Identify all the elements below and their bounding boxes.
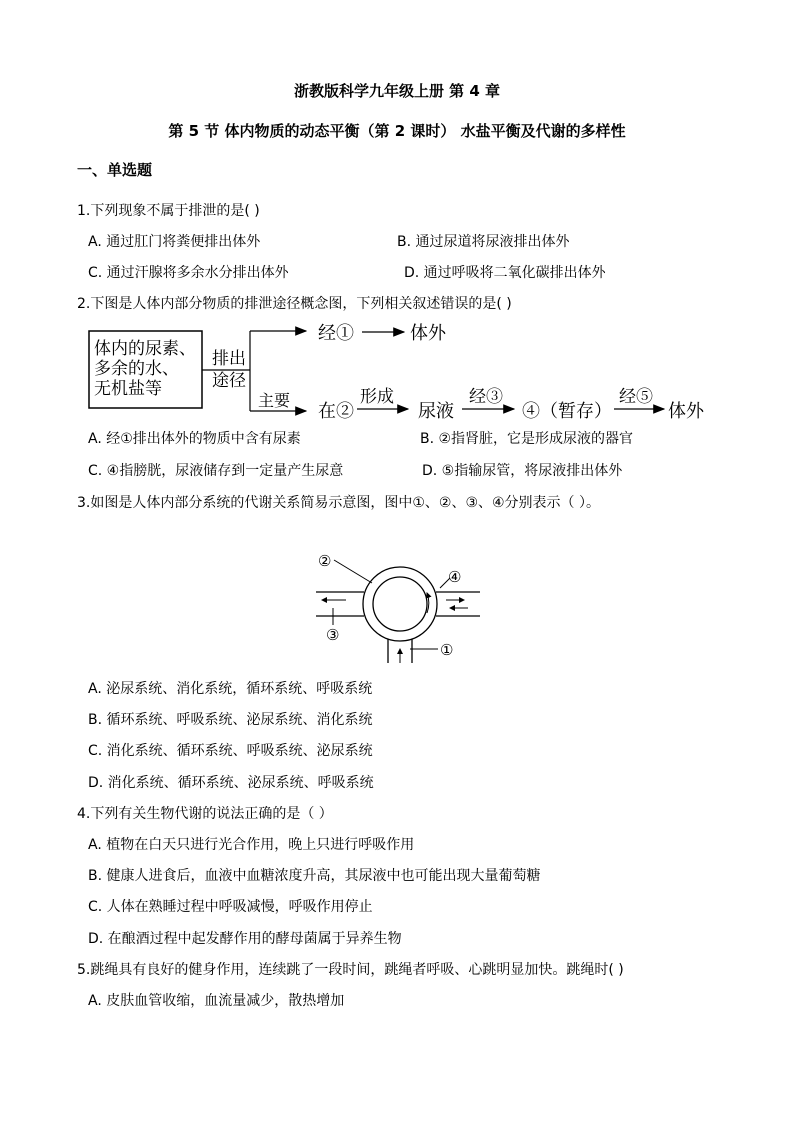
- excretion-concept-diagram: [0, 318, 794, 426]
- store-4-label: ④（暂存）: [522, 401, 612, 422]
- q2-option-d[interactable]: D. ⑤指输尿管，将尿液排出体外: [422, 463, 623, 479]
- urine-label: 尿液: [418, 401, 454, 422]
- q3-option-b[interactable]: B. 循环系统、呼吸系统、泌尿系统、消化系统: [88, 712, 373, 728]
- lesson-title: 第 5 节 体内物质的动态平衡（第 2 课时） 水盐平衡及代谢的多样性: [168, 122, 626, 140]
- label-2: ②: [318, 552, 332, 570]
- path-label-2: 途径: [212, 371, 246, 391]
- outside-label-1: 体外: [410, 323, 446, 344]
- q3-option-a[interactable]: A. 泌尿系统、消化系统，循环系统、呼吸系统: [88, 681, 373, 697]
- via-1-label: 经①: [318, 323, 354, 344]
- q3-option-d[interactable]: D. 消化系统、循环系统、泌尿系统、呼吸系统: [88, 775, 374, 791]
- q4-option-a[interactable]: A. 植物在白天只进行光合作用，晚上只进行呼吸作用: [88, 837, 415, 853]
- metabolism-systems-diagram: [300, 545, 500, 670]
- path-label-1: 排出: [212, 349, 246, 369]
- outside-label-2: 体外: [668, 401, 704, 422]
- q4-option-b[interactable]: B. 健康人进食后，血液中血糖浓度升高，其尿液中也可能出现大量葡萄糖: [88, 868, 541, 884]
- q2-option-b[interactable]: B. ②指肾脏，它是形成尿液的器官: [420, 431, 634, 447]
- box-line-1: 体内的尿素、: [94, 339, 196, 359]
- q4-option-d[interactable]: D. 在酿酒过程中起发酵作用的酵母菌属于异养生物: [88, 931, 402, 947]
- q3-option-c[interactable]: C. 消化系统、循环系统、呼吸系统、泌尿系统: [88, 743, 373, 759]
- question-5-stem: 5.跳绳具有良好的健身作用，连续跳了一段时间，跳绳者呼吸、心跳明显加快。跳绳时( ): [77, 962, 624, 978]
- box-line-2: 多余的水、: [94, 359, 179, 379]
- label-1: ①: [440, 641, 454, 659]
- question-3-stem: 3.如图是人体内部分系统的代谢关系简易示意图，图中①、②、③、④分别表示（ ）。: [77, 495, 601, 511]
- q1-option-b[interactable]: B. 通过尿道将尿液排出体外: [397, 234, 570, 250]
- q2-option-a[interactable]: A. 经①排出体外的物质中含有尿素: [88, 431, 301, 447]
- at-2-label: 在②: [318, 401, 354, 422]
- box-line-3: 无机盐等: [94, 379, 162, 399]
- via-3-label: 经③: [469, 387, 503, 407]
- label-3: ③: [326, 626, 340, 644]
- label-4: ④: [448, 568, 462, 586]
- question-4-stem: 4.下列有关生物代谢的说法正确的是（ ）: [77, 806, 333, 822]
- question-2-stem: 2.下图是人体内部分物质的排泄途径概念图，下列相关叙述错误的是( ): [77, 296, 512, 312]
- q4-option-c[interactable]: C. 人体在熟睡过程中呼吸减慢，呼吸作用停止: [88, 899, 373, 915]
- main-label: 主要: [258, 391, 291, 410]
- q5-option-a[interactable]: A. 皮肤血管收缩，血流量减少，散热增加: [88, 993, 345, 1009]
- question-1-stem: 1.下列现象不属于排泄的是( ): [77, 203, 260, 219]
- form-label: 形成: [360, 387, 394, 407]
- q1-option-c[interactable]: C. 通过汗腺将多余水分排出体外: [88, 265, 289, 281]
- document-title: 浙教版科学九年级上册 第 4 章: [293, 82, 501, 100]
- q1-option-a[interactable]: A. 通过肛门将粪便排出体外: [88, 234, 261, 250]
- via-5-label: 经⑤: [619, 387, 653, 407]
- q2-option-c[interactable]: C. ④指膀胱，尿液储存到一定量产生尿意: [88, 463, 344, 479]
- q1-option-d[interactable]: D. 通过呼吸将二氧化碳排出体外: [404, 265, 606, 281]
- section-heading: 一、单选题: [77, 161, 153, 179]
